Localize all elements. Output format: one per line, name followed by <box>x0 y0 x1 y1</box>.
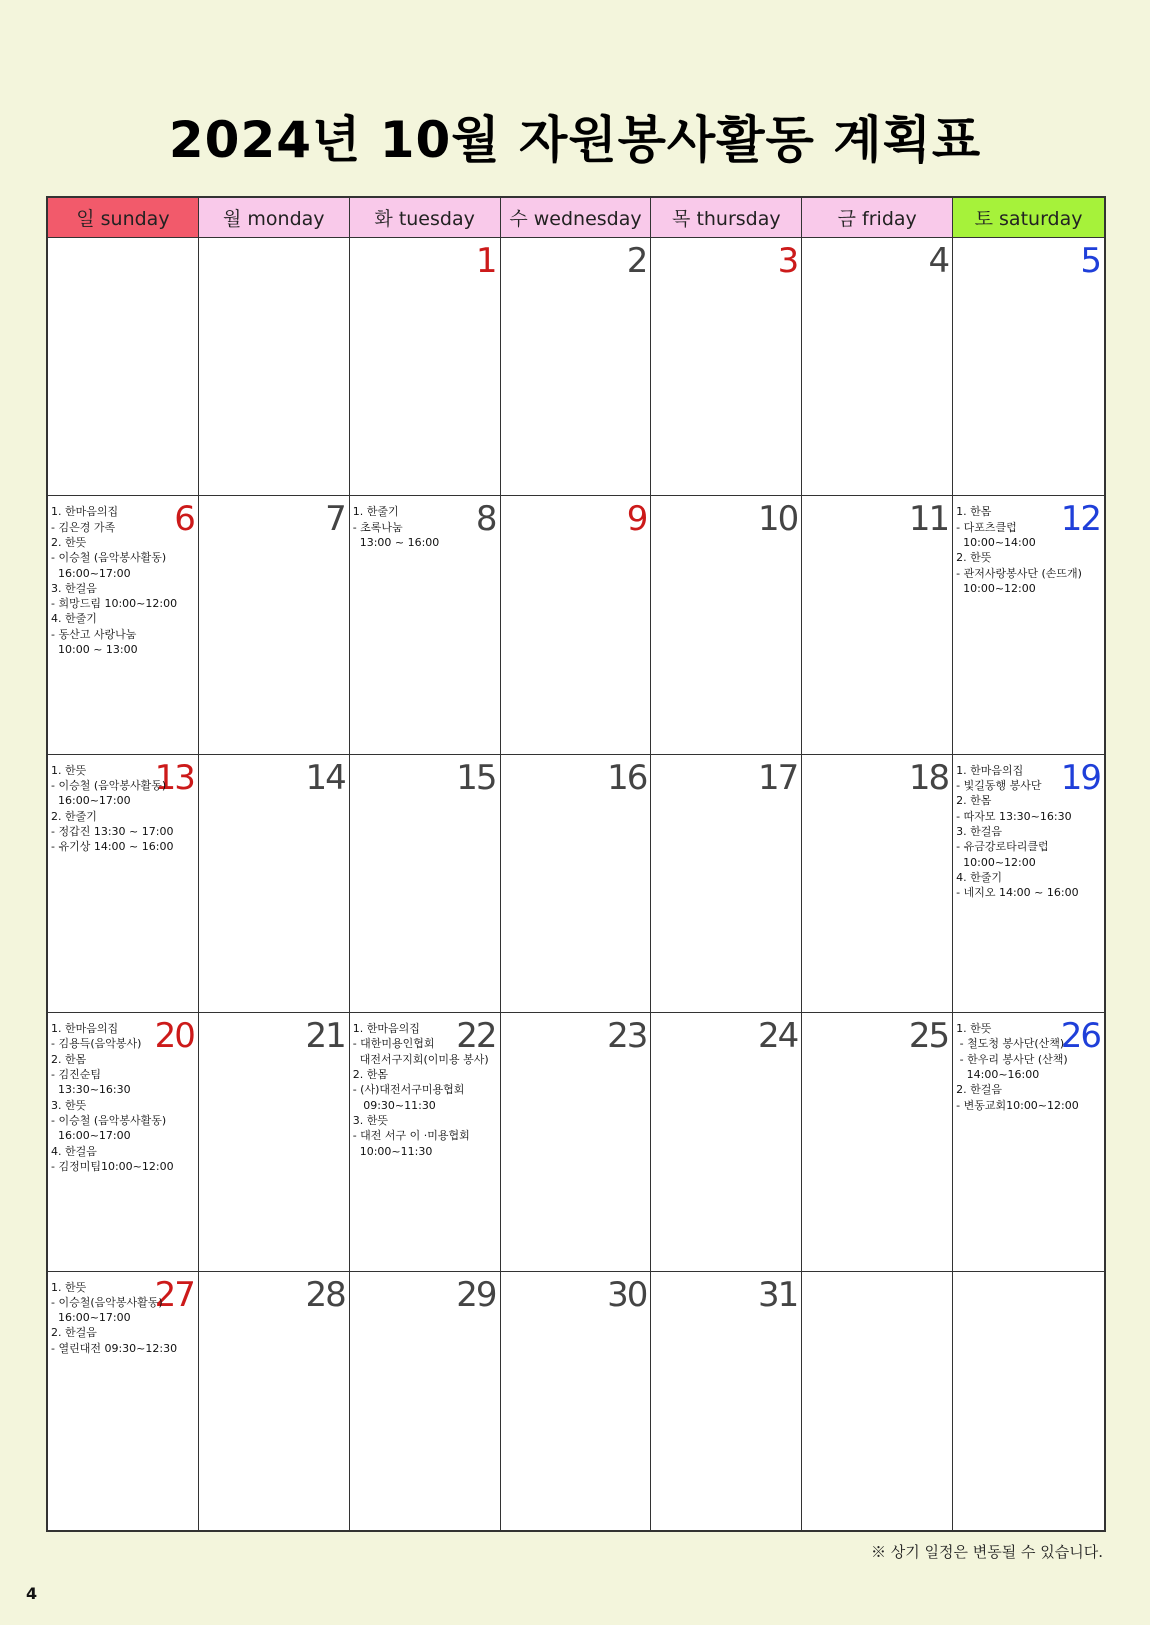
event-line: 1. 한마음의집 <box>352 1022 420 1036</box>
weekday-header: 목 thursday <box>651 198 802 238</box>
day-cell <box>350 1272 501 1530</box>
event-line: 1. 한마음의집 <box>51 1022 119 1036</box>
event-list <box>51 1021 196 1174</box>
event-line: 4. 한줄기 <box>51 612 97 626</box>
event-list <box>956 504 1102 596</box>
day-number: 24 <box>758 1016 798 1057</box>
event-line: - 대한미용인협회 <box>352 1037 435 1051</box>
day-number: 8 <box>475 499 496 540</box>
weekday-header: 월 monday <box>199 198 350 238</box>
event-line: 16:00~17:00 <box>51 794 131 808</box>
event-line: 3. 한걸음 <box>51 581 97 595</box>
day-cell <box>48 755 199 1013</box>
event-list <box>956 763 1102 901</box>
day-number: 20 <box>154 1016 194 1057</box>
day-cell <box>651 1013 802 1271</box>
event-line: 10:00~11:30 <box>352 1144 433 1158</box>
event-line: 16:00~17:00 <box>51 1311 131 1325</box>
weekday-header: 화 tuesday <box>350 198 501 238</box>
calendar-grid <box>46 196 1106 1532</box>
footnote: ※ 상기 일정은 변동될 수 있습니다. <box>871 1543 1103 1561</box>
event-line: - 빛길동행 봉사단 <box>956 779 1042 793</box>
day-cell <box>802 1272 953 1530</box>
event-line: - 이승철 (음악봉사활동) <box>51 551 167 565</box>
day-cell <box>501 755 652 1013</box>
day-cell <box>953 1272 1104 1530</box>
event-line: - 김은경 가족 <box>51 520 116 534</box>
day-cell <box>501 238 652 496</box>
event-line: 1. 한뜻 <box>51 1280 87 1294</box>
day-cell <box>651 1272 802 1530</box>
day-cell <box>350 238 501 496</box>
day-cell <box>953 1013 1104 1271</box>
day-number: 9 <box>626 499 647 540</box>
event-line: 2. 한몸 <box>956 794 992 808</box>
day-number: 29 <box>456 1274 496 1315</box>
weekday-header: 토 saturday <box>953 198 1104 238</box>
event-line: 2. 한뜻 <box>51 535 87 549</box>
event-line: 1. 한줄기 <box>352 505 399 519</box>
event-line: 1. 한마음의집 <box>51 505 119 519</box>
event-list <box>51 763 196 855</box>
page-number: 4 <box>26 1584 38 1603</box>
event-line: - 유금강로타리클럽 <box>956 840 1049 854</box>
day-number: 22 <box>456 1016 496 1057</box>
event-line: - 이승철 (음악봉사활동) <box>51 1113 167 1127</box>
day-number: 11 <box>908 499 949 540</box>
event-line: 10:00~12:00 <box>956 855 1036 869</box>
day-cell <box>953 755 1104 1013</box>
event-line: 2. 한걸음 <box>51 1326 97 1340</box>
day-cell <box>501 496 652 754</box>
day-number: 12 <box>1060 499 1100 540</box>
event-line: 4. 한걸음 <box>51 1144 97 1158</box>
day-cell <box>953 238 1104 496</box>
event-line: - 변동교회10:00~12:00 <box>956 1098 1079 1112</box>
day-cell <box>350 755 501 1013</box>
day-number: 27 <box>154 1274 194 1315</box>
event-line: 2. 한뜻 <box>956 551 992 565</box>
page-title: 2024년 10월 자원봉사활동 계획표 <box>168 111 982 169</box>
day-number: 23 <box>607 1016 647 1057</box>
day-cell <box>802 755 953 1013</box>
day-number: 16 <box>607 757 647 798</box>
event-list <box>956 1021 1102 1113</box>
weekday-header: 금 friday <box>802 198 953 238</box>
event-line: 1. 한뜻 <box>956 1022 992 1036</box>
event-line: 3. 한걸음 <box>956 824 1003 838</box>
day-cell <box>953 496 1104 754</box>
event-line: - 철도청 봉사단(산책) <box>956 1037 1065 1051</box>
day-cell <box>651 238 802 496</box>
event-line: - 동산고 사랑나눔 <box>51 627 137 641</box>
event-line: 14:00~16:00 <box>956 1068 1040 1082</box>
event-line: - 정갑진 13:30 ~ 17:00 <box>51 824 174 838</box>
event-line: 4. 한줄기 <box>956 870 1003 884</box>
day-cell <box>802 1013 953 1271</box>
day-number: 7 <box>325 499 345 540</box>
day-number: 31 <box>758 1274 798 1315</box>
weekday-header: 수 wednesday <box>501 198 652 238</box>
event-line: - 희망드림 10:00~12:00 <box>51 597 178 611</box>
day-cell <box>651 496 802 754</box>
event-line: 1. 한몸 <box>956 505 992 519</box>
event-line: - 이승철(음악봉사활동) <box>51 1295 163 1309</box>
day-number: 26 <box>1060 1016 1100 1057</box>
event-list <box>51 1280 196 1356</box>
event-line: 10:00~12:00 <box>956 581 1036 595</box>
day-cell <box>350 1013 501 1271</box>
day-cell <box>48 238 199 496</box>
day-cell <box>199 1013 350 1271</box>
event-line: 1. 한뜻 <box>51 763 87 777</box>
event-line: - 열린대전 09:30~12:30 <box>51 1341 178 1355</box>
day-cell <box>48 496 199 754</box>
event-line: 13:00 ~ 16:00 <box>352 535 440 549</box>
day-number: 18 <box>908 757 949 798</box>
event-list <box>353 1021 498 1159</box>
event-line: 10:00~14:00 <box>956 535 1036 549</box>
day-number: 25 <box>908 1016 949 1057</box>
day-number: 19 <box>1060 757 1100 798</box>
day-cell <box>48 1013 199 1271</box>
day-cell <box>199 755 350 1013</box>
event-line: 2. 한몸 <box>51 1052 87 1066</box>
day-cell <box>199 238 350 496</box>
event-line: - 네지오 14:00 ~ 16:00 <box>956 886 1079 900</box>
event-line: - 관저사랑봉사단 (손뜨개) <box>956 566 1082 580</box>
day-number: 5 <box>1080 241 1100 281</box>
event-line: 09:30~11:30 <box>352 1098 436 1112</box>
day-number: 17 <box>758 757 798 798</box>
day-number: 28 <box>305 1274 345 1315</box>
day-number: 2 <box>626 241 647 281</box>
event-line: 대전서구지회(이미용 봉사) <box>352 1052 489 1066</box>
event-line: - 다포츠클럽 <box>956 520 1017 534</box>
day-cell <box>501 1272 652 1530</box>
day-number: 6 <box>174 499 194 540</box>
event-line: - 한우리 봉사단 (산책) <box>956 1052 1068 1066</box>
event-line: 13:30~16:30 <box>51 1083 131 1097</box>
event-line: - 김진순팀 <box>51 1068 101 1082</box>
day-number: 1 <box>475 241 496 281</box>
day-cell <box>48 1272 199 1530</box>
event-line: - 김정미팀10:00~12:00 <box>51 1159 174 1173</box>
weekday-header: 일 sunday <box>48 198 199 238</box>
event-line: - 유기상 14:00 ~ 16:00 <box>51 840 174 854</box>
event-line: - (사)대전서구미용협회 <box>352 1083 465 1097</box>
event-line: - 이승철 (음악봉사활동) <box>51 779 167 793</box>
event-line: 3. 한뜻 <box>352 1113 388 1127</box>
event-line: 2. 한줄기 <box>51 809 97 823</box>
day-cell <box>199 1272 350 1530</box>
day-cell <box>802 496 953 754</box>
day-number: 14 <box>305 757 345 798</box>
day-number: 21 <box>305 1016 345 1057</box>
event-line: 3. 한뜻 <box>51 1098 87 1112</box>
event-line: - 대전 서구 이 ·미용협회 <box>352 1129 470 1143</box>
event-line: 1. 한마음의집 <box>956 763 1024 777</box>
day-cell <box>651 755 802 1013</box>
day-number: 4 <box>928 241 949 281</box>
event-line: - 초록나눔 <box>352 520 403 534</box>
day-cell <box>350 496 501 754</box>
event-list <box>353 504 498 550</box>
event-line: 2. 한몸 <box>352 1068 388 1082</box>
event-line: 2. 한걸음 <box>956 1083 1003 1097</box>
event-line: - 김용득(음악봉사) <box>51 1037 142 1051</box>
event-line: 16:00~17:00 <box>51 1129 131 1143</box>
event-line: 16:00~17:00 <box>51 566 131 580</box>
day-cell <box>802 238 953 496</box>
day-cell <box>501 1013 652 1271</box>
day-cell <box>199 496 350 754</box>
day-number: 3 <box>777 241 798 281</box>
day-number: 30 <box>607 1274 647 1315</box>
event-list <box>51 504 196 657</box>
day-number: 10 <box>758 499 798 540</box>
event-line: 10:00 ~ 13:00 <box>51 643 138 657</box>
day-number: 15 <box>456 757 496 798</box>
event-line: - 따자모 13:30~16:30 <box>956 809 1072 823</box>
day-number: 13 <box>154 757 194 798</box>
